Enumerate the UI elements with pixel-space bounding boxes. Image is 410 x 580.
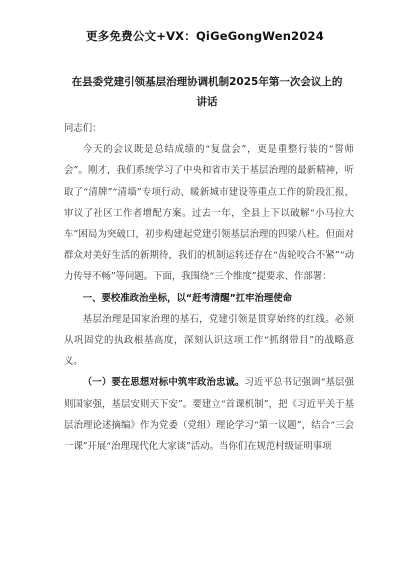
subsection-1-text: 习近平总书记强调“基层强则国家强，基层安则天下安”。要建立“首课机制”，把《习近平关于基层治理论述摘编》作为党委（党组）理论学习“第一议题”，结合“三会一课”开展“治理现代化大家谈”活动。当你们在规范村级证明事项: [64, 377, 354, 453]
paragraph-section-1: 基层治理是国家治理的基石，党建引领是贯穿始终的红线。必须从巩固党的执政根基高度，深刻认识这项工作“抓纲带目”的战略意义。: [64, 313, 354, 368]
section-heading-1: 一、要校准政治坐标，以“赶考清醒”扛牢治理使命: [82, 292, 292, 304]
subsection-1-lead: （一）要在思想对标中筑牢政治忠诚。: [82, 377, 245, 389]
salutation: 同志们：: [64, 123, 102, 134]
paragraph-subsection-1: [64, 372, 354, 457]
document-title: [62, 72, 352, 112]
paragraph-intro: 今天的会议既是总结成绩的“复盘会”，更是重整行装的“誓师会”。刚才，我们系统学习了中央和省市关于基层治理的最新精神，听取了“清牌”“清墙”专项行动、暖新城市建设等重点工作的阶段汇报，审议了社区工作者增配方案。过去一年，全县上下以破解“小马拉大车”困局为突破口，初步构建起党建引领基层治理的四梁八柱。但面对群众对美好生活的新期待，我们的机制运转还存在“齿轮咬合不紧”“动力传导不畅”等问题。下面，我围绕“三个维度”提要求、作部署：: [64, 144, 354, 283]
document-body: [64, 118, 354, 457]
title-line-1: 在县委党建引领基层治理协调机制2025年第一次会议上的: [71, 76, 343, 88]
watermark-header: 更多免费公文+VX：QiGeGongWen2024: [86, 29, 324, 43]
title-line-2: 讲话: [196, 96, 218, 108]
